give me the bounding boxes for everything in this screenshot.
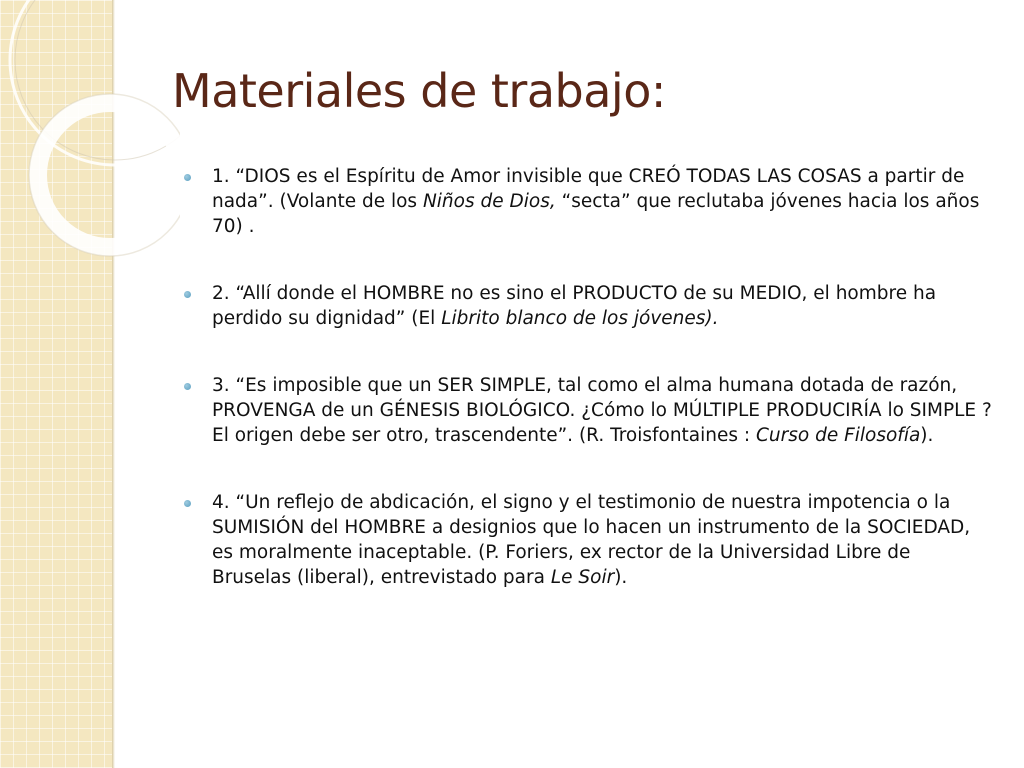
bullet-icon bbox=[184, 500, 191, 507]
bullet-item bbox=[184, 490, 992, 590]
bullet-text: 4. “Un reflejo de abdicación, el signo y el testimonio de nuestra impotencia o la SUMISIÓN del HOMBRE a designios que lo hacen un instrumento de la SOCIEDAD, es moralmente inaceptable. (P. Foriers, ex rector de la Universidad Libre de Bruselas (liberal), entrevistado para bbox=[212, 492, 971, 588]
bullet-text: ). bbox=[614, 567, 628, 588]
slide-title: Materiales de trabajo: bbox=[172, 64, 666, 118]
decorative-rings bbox=[0, 0, 180, 260]
bullet-icon bbox=[184, 383, 191, 390]
bullet-list bbox=[184, 164, 992, 590]
bullet-text: 3. “Es imposible que un SER SIMPLE, tal como el alma humana dotada de razón, PROVENGA de un GÉNESIS BIOLÓGICO. ¿Cómo lo MÚLTIPLE PRODUCIRÍA lo SIMPLE ? El origen debe ser otro, trascendente”. (R. Troisfontaines : bbox=[212, 375, 992, 446]
bullet-text: ). bbox=[920, 425, 934, 446]
bullet-text-italic: Niños de Dios, bbox=[422, 191, 556, 212]
bullet-item bbox=[184, 373, 992, 448]
bullet-text-italic: Le Soir bbox=[550, 567, 615, 588]
bullet-text: 2. “Allí donde el HOMBRE no es sino el PRODUCTO de su MEDIO, el hombre ha perdido su dignidad” (El bbox=[212, 283, 937, 329]
bullet-text-italic: Curso de Filosofía bbox=[756, 425, 921, 446]
bullet-text: “secta” que reclutaba jóvenes hacia los años 70) . bbox=[212, 191, 980, 237]
bullet-text: 1. “DIOS es el Espíritu de Amor invisible que CREÓ TODAS LAS COSAS a partir de nada”. (Volante de los bbox=[212, 166, 965, 212]
bullet-item bbox=[184, 281, 992, 331]
bullet-icon bbox=[184, 291, 191, 298]
bullet-icon bbox=[184, 174, 191, 181]
bullet-text-italic: Librito blanco de los jóvenes). bbox=[441, 308, 719, 329]
bullet-item bbox=[184, 164, 992, 239]
